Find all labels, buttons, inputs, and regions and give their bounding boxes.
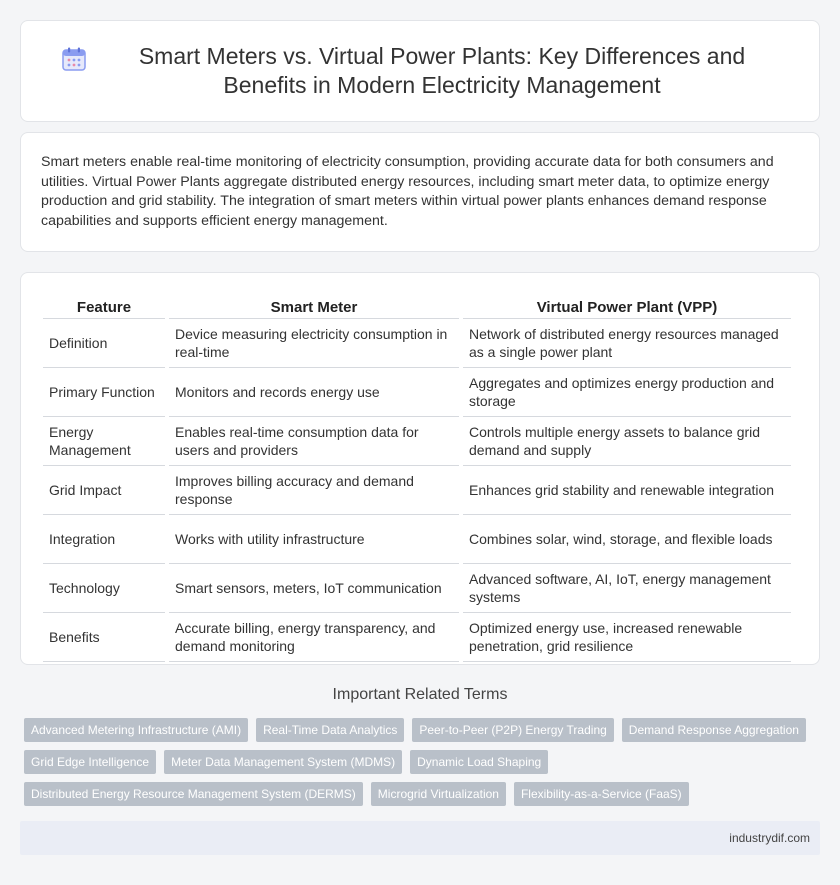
comparison-table-card <box>20 272 820 665</box>
vpp-cell: Combines solar, wind, storage, and flexible loads <box>463 515 791 564</box>
table-row <box>43 368 791 417</box>
related-term-tag[interactable]: Flexibility-as-a-Service (FaaS) <box>514 782 689 806</box>
vpp-cell: Optimized energy use, increased renewable penetration, grid resilience <box>463 613 791 662</box>
related-term-tag[interactable]: Demand Response Aggregation <box>622 718 806 742</box>
column-header-smart-meter: Smart Meter <box>169 291 459 319</box>
related-term-tag[interactable]: Grid Edge Intelligence <box>24 750 156 774</box>
footer-bar <box>20 821 820 855</box>
footer-site-name[interactable]: industrydif.com <box>729 831 810 845</box>
table-row <box>43 319 791 368</box>
page-title: Smart Meters vs. Virtual Power Plants: Key Differences and Benefits in Modern Electricity Management <box>138 43 746 98</box>
table-row <box>43 417 791 466</box>
smart-meter-cell: Accurate billing, energy transparency, and demand monitoring <box>169 613 459 662</box>
feature-cell: Benefits <box>43 613 165 662</box>
table-row <box>43 564 791 613</box>
table-row <box>43 515 791 564</box>
column-header-feature: Feature <box>43 291 165 319</box>
feature-cell: Definition <box>43 319 165 368</box>
related-term-tag[interactable]: Dynamic Load Shaping <box>410 750 548 774</box>
smart-meter-cell: Smart sensors, meters, IoT communication <box>169 564 459 613</box>
feature-cell: Technology <box>43 564 165 613</box>
column-header-vpp: Virtual Power Plant (VPP) <box>463 291 791 319</box>
related-term-tag[interactable]: Advanced Metering Infrastructure (AMI) <box>24 718 248 742</box>
related-terms-heading: Important Related Terms <box>332 686 508 703</box>
smart-meter-cell: Works with utility infrastructure <box>169 515 459 564</box>
header-card <box>20 20 820 122</box>
feature-cell: Primary Function <box>43 368 165 417</box>
related-term-tag[interactable]: Microgrid Virtualization <box>371 782 506 806</box>
smart-meter-cell: Device measuring electricity consumption in real-time <box>169 319 459 368</box>
vpp-cell: Controls multiple energy assets to balance grid demand and supply <box>463 417 791 466</box>
smart-meter-cell: Improves billing accuracy and demand response <box>169 466 459 515</box>
table-row <box>43 613 791 662</box>
vpp-cell: Advanced software, AI, IoT, energy management systems <box>463 564 791 613</box>
intro-paragraph: Smart meters enable real-time monitoring of electricity consumption, providing accurate data for both consumers and utilities. Virtual Power Plants aggregate distributed energy resources, including smart meter data, to optimize energy production and grid stability. The integration of smart meters within virtual power plants enhances demand response capabilities and supports efficient energy management. <box>41 154 774 229</box>
table-header-row <box>43 291 791 319</box>
related-term-tag[interactable]: Real-Time Data Analytics <box>256 718 404 742</box>
related-terms-tags <box>24 718 824 814</box>
feature-cell: Energy Management <box>43 417 165 466</box>
feature-cell: Integration <box>43 515 165 564</box>
vpp-cell: Network of distributed energy resources managed as a single power plant <box>463 319 791 368</box>
comparison-table <box>39 291 795 662</box>
related-term-tag[interactable]: Distributed Energy Resource Management System (DERMS) <box>24 782 363 806</box>
feature-cell: Grid Impact <box>43 466 165 515</box>
smart-meter-cell: Enables real-time consumption data for users and providers <box>169 417 459 466</box>
table-row <box>43 466 791 515</box>
vpp-cell: Enhances grid stability and renewable integration <box>463 466 791 515</box>
vpp-cell: Aggregates and optimizes energy production and storage <box>463 368 791 417</box>
intro-card <box>20 132 820 252</box>
related-term-tag[interactable]: Meter Data Management System (MDMS) <box>164 750 402 774</box>
related-term-tag[interactable]: Peer-to-Peer (P2P) Energy Trading <box>412 718 613 742</box>
calendar-icon <box>61 46 87 72</box>
smart-meter-cell: Monitors and records energy use <box>169 368 459 417</box>
